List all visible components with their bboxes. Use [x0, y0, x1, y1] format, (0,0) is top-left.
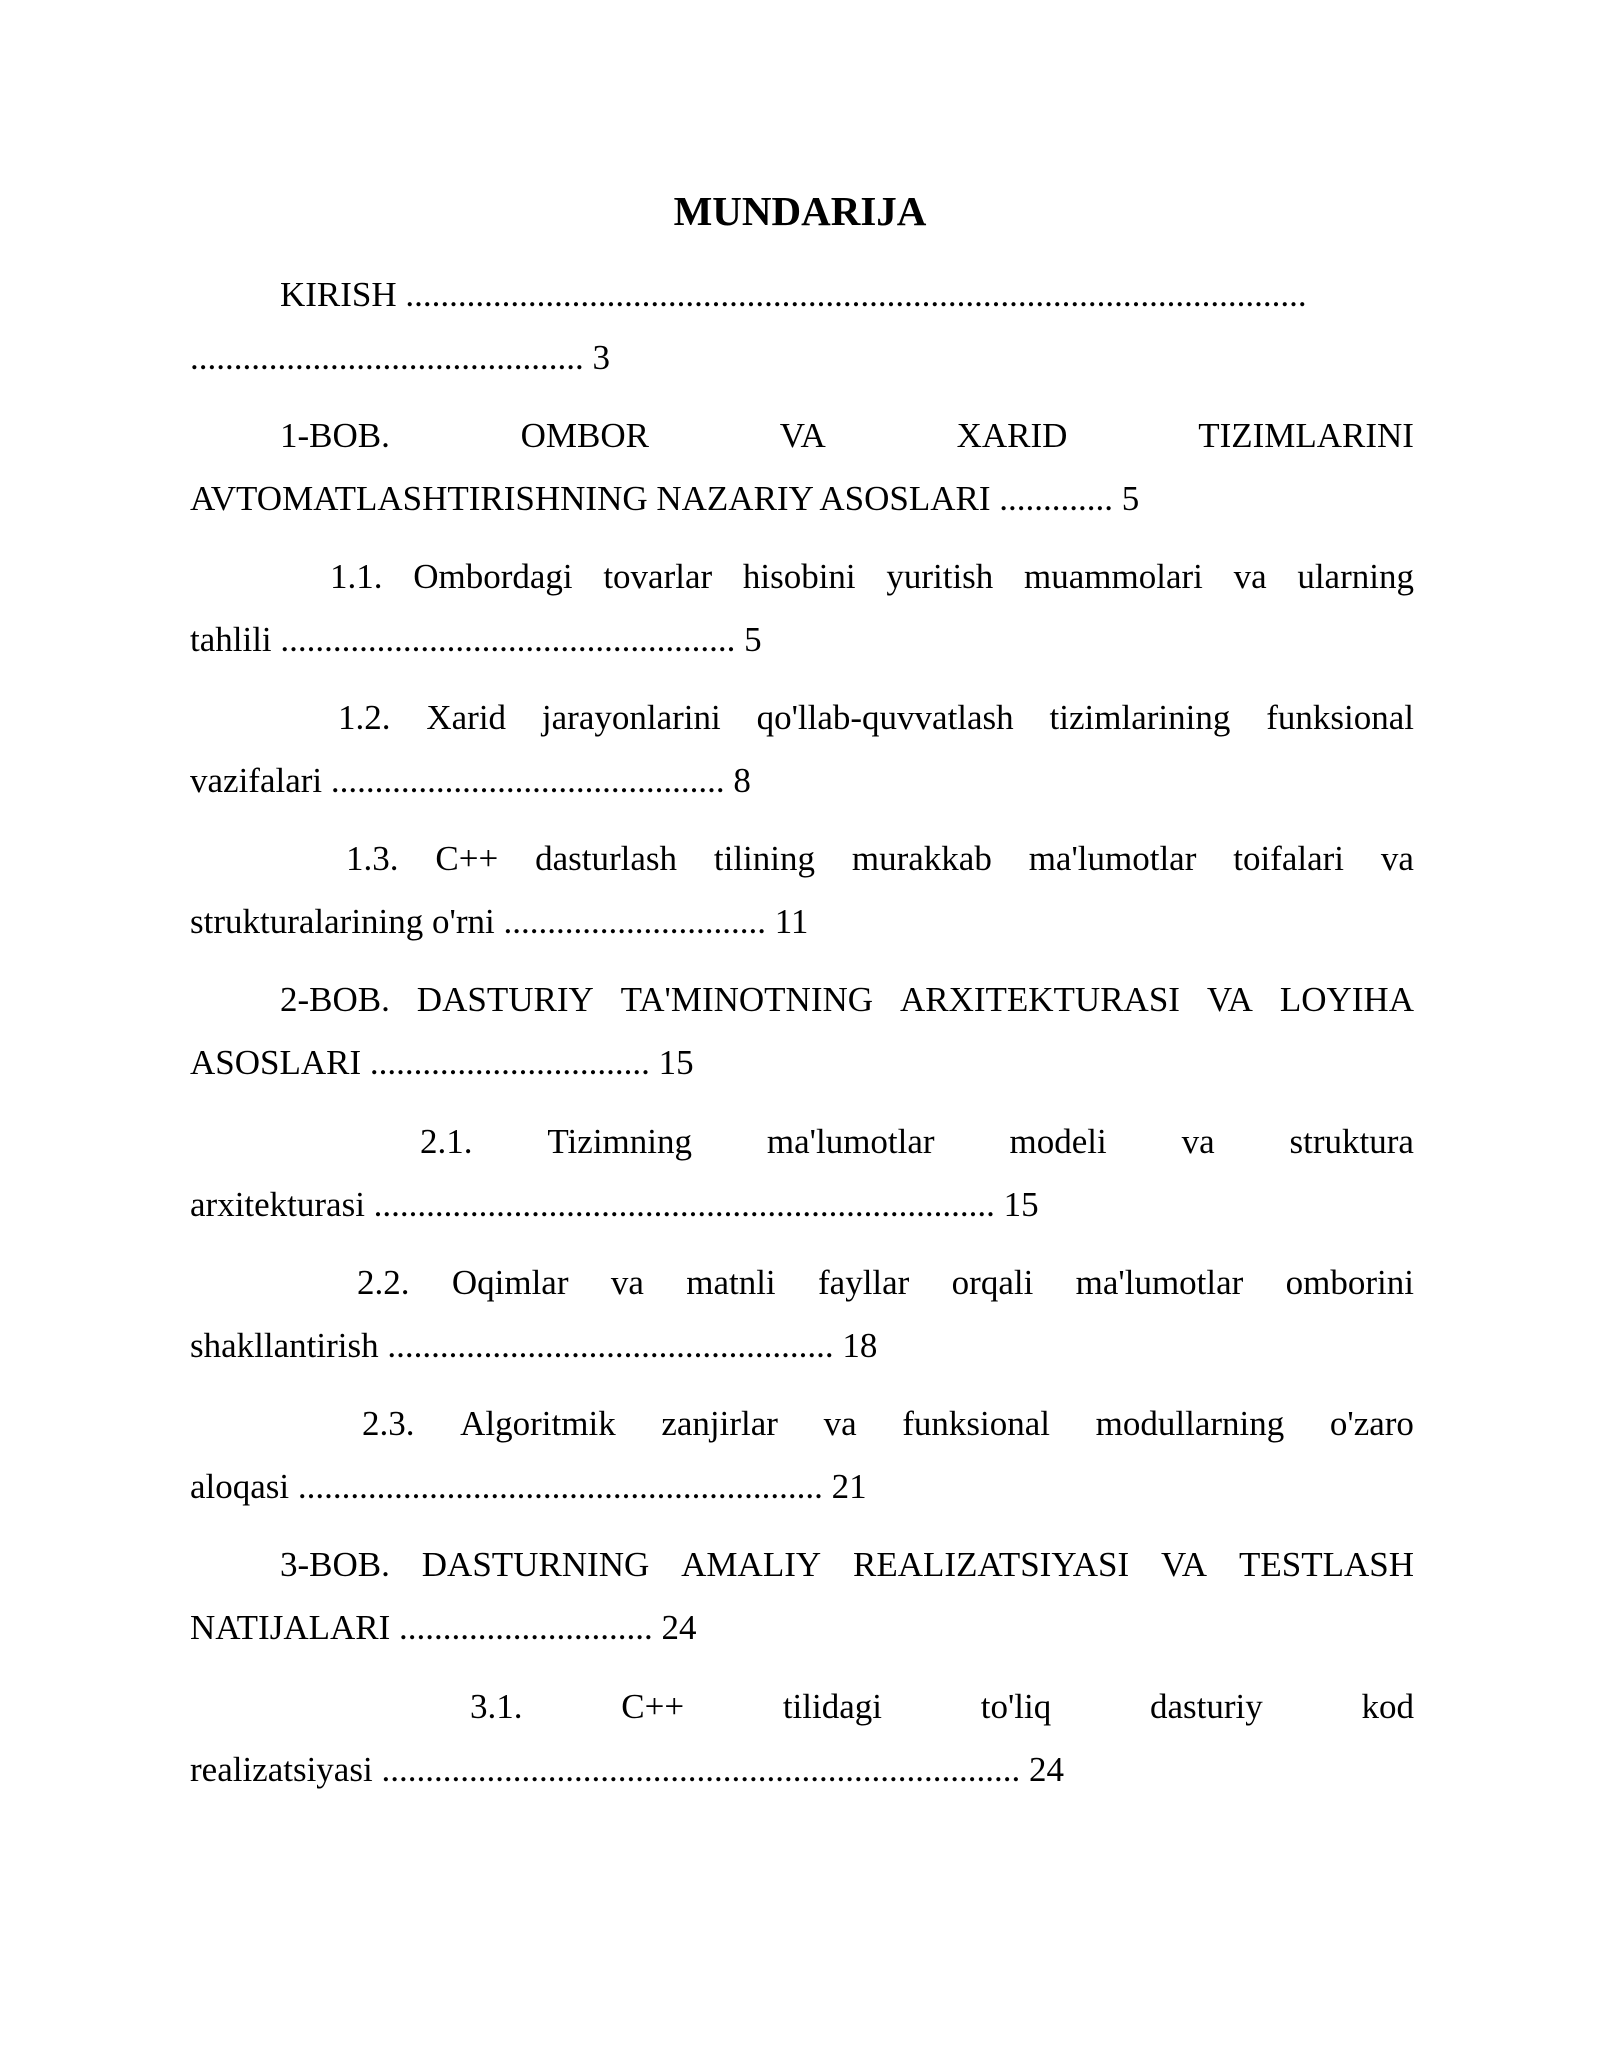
toc-word: Tizimning: [547, 1122, 692, 1161]
toc-word: dasturlash: [535, 839, 677, 878]
toc-entry-heading-line: [190, 545, 1414, 608]
toc-entry-heading-line: [190, 686, 1414, 749]
toc-word: 1.1.: [330, 557, 383, 596]
toc-word: 1.3.: [346, 839, 399, 878]
toc-entry-kirish[interactable]: [190, 263, 1414, 389]
toc-word: zanjirlar: [661, 1404, 778, 1443]
toc-word: fayllar: [818, 1263, 910, 1302]
toc-word: Ombordagi: [413, 557, 573, 596]
toc-entry-line: KIRISH .......................................................................................................: [280, 275, 1307, 314]
toc-word: tilidagi: [782, 1687, 882, 1726]
toc-entry-line: realizatsiyasi ......................................................................... 24: [190, 1750, 1064, 1789]
toc-word: hisobini: [742, 557, 856, 596]
toc-word: va: [823, 1404, 857, 1443]
toc-entry-chapter-1[interactable]: [190, 404, 1414, 530]
toc-entry-heading-line: [190, 1392, 1414, 1455]
toc-entry-line: AVTOMATLASHTIRISHNING NAZARIY ASOSLARI ............. 5: [190, 479, 1140, 518]
toc-entry-line: ............................................. 3: [190, 338, 610, 377]
toc-word: 1-BOB.: [280, 416, 390, 455]
toc-word: kod: [1361, 1687, 1414, 1726]
toc-entry-section-1-3[interactable]: [190, 827, 1414, 953]
toc-word: orqali: [951, 1263, 1034, 1302]
toc-word: murakkab: [851, 839, 992, 878]
toc-entry-section-1-1[interactable]: [190, 545, 1414, 671]
toc-word: modeli: [1009, 1122, 1107, 1161]
toc-entry-section-1-2[interactable]: [190, 686, 1414, 812]
toc-word: 3-BOB.: [280, 1545, 390, 1584]
toc-word: TA'MINOTNING: [620, 980, 874, 1019]
toc-word: ARXITEKTURASI: [899, 980, 1180, 1019]
toc-entry-heading-line: [190, 404, 1414, 467]
toc-word: tilining: [713, 839, 815, 878]
toc-word: o'zaro: [1329, 1404, 1414, 1443]
toc-word: LOYIHA: [1279, 980, 1414, 1019]
toc-word: DASTURNING: [421, 1545, 650, 1584]
toc-word: VA: [779, 416, 826, 455]
toc-entry-heading-line: [190, 1110, 1414, 1173]
toc-entry-section-2-3[interactable]: [190, 1392, 1414, 1518]
toc-entry-line: ASOSLARI ................................ 15: [190, 1043, 694, 1082]
toc-word: matnli: [686, 1263, 776, 1302]
toc-word: tizimlarining: [1049, 698, 1231, 737]
toc-entry-heading-line: [190, 1675, 1414, 1738]
toc-word: funksional: [902, 1404, 1051, 1443]
toc-word: 2.2.: [357, 1263, 410, 1302]
toc-word: 2.3.: [362, 1404, 415, 1443]
toc-entry-heading-line: [190, 968, 1414, 1031]
toc-word: TESTLASH: [1238, 1545, 1414, 1584]
toc-word: funksional: [1266, 698, 1414, 737]
toc-entry-heading-line: [190, 1533, 1414, 1596]
toc-entry-heading-line: [190, 827, 1414, 890]
toc-word: dasturiy: [1149, 1687, 1263, 1726]
toc-word: ularning: [1297, 557, 1414, 596]
toc-word: qo'llab-quvvatlash: [756, 698, 1014, 737]
toc-word: OMBOR: [520, 416, 650, 455]
toc-word: va: [1181, 1122, 1215, 1161]
toc-word: va: [1233, 557, 1267, 596]
toc-word: muammolari: [1024, 557, 1203, 596]
toc-word: va: [1380, 839, 1414, 878]
toc-word: ma'lumotlar: [1075, 1263, 1244, 1302]
toc-entry-chapter-3[interactable]: [190, 1533, 1414, 1659]
toc-entry-line: NATIJALARI ............................. 24: [190, 1608, 697, 1647]
toc-entry-section-2-1[interactable]: [190, 1110, 1414, 1236]
toc-word: Algoritmik: [460, 1404, 616, 1443]
toc-word: VA: [1161, 1545, 1208, 1584]
toc-entry-line: strukturalarining o'rni .............................. 11: [190, 902, 809, 941]
toc-word: yuritish: [886, 557, 994, 596]
toc-word: DASTURIY: [416, 980, 594, 1019]
toc-word: va: [610, 1263, 644, 1302]
toc-word: struktura: [1289, 1122, 1414, 1161]
page-title: MUNDARIJA: [673, 188, 927, 234]
toc-word: 2.1.: [420, 1122, 473, 1161]
toc-entry-line: shakllantirish ................................................... 18: [190, 1326, 878, 1365]
toc-word: 1.2.: [338, 698, 391, 737]
toc-word: VA: [1206, 980, 1253, 1019]
toc-entry-line: arxitekturasi ....................................................................... 15: [190, 1185, 1039, 1224]
toc-word: toifalari: [1233, 839, 1345, 878]
toc-word: modullarning: [1095, 1404, 1285, 1443]
toc-word: ma'lumotlar: [766, 1122, 935, 1161]
toc-word: TIZIMLARINI: [1198, 416, 1414, 455]
toc-word: omborini: [1285, 1263, 1414, 1302]
toc-word: 3.1.: [470, 1687, 523, 1726]
toc-word: C++: [621, 1687, 685, 1726]
toc-word: ma'lumotlar: [1028, 839, 1197, 878]
toc-word: jarayonlarini: [541, 698, 721, 737]
toc-word: C++: [435, 839, 499, 878]
toc-word: tovarlar: [603, 557, 713, 596]
toc-word: to'liq: [980, 1687, 1052, 1726]
toc-entry-line: tahlili .................................................... 5: [190, 620, 762, 659]
toc-word: 2-BOB.: [280, 980, 390, 1019]
toc-entry-line: vazifalari ............................................. 8: [190, 761, 751, 800]
toc-entry-heading-line: [190, 1251, 1414, 1314]
toc-entry-chapter-2[interactable]: [190, 968, 1414, 1094]
toc-word: AMALIY: [681, 1545, 822, 1584]
toc-word: Xarid: [426, 698, 507, 737]
toc-word: Oqimlar: [451, 1263, 569, 1302]
toc-entry-section-2-2[interactable]: [190, 1251, 1414, 1377]
toc-word: REALIZATSIYASI: [853, 1545, 1130, 1584]
toc-entry-line: aloqasi ............................................................ 21: [190, 1467, 867, 1506]
toc-entry-section-3-1[interactable]: [190, 1675, 1414, 1801]
toc-word: XARID: [956, 416, 1068, 455]
